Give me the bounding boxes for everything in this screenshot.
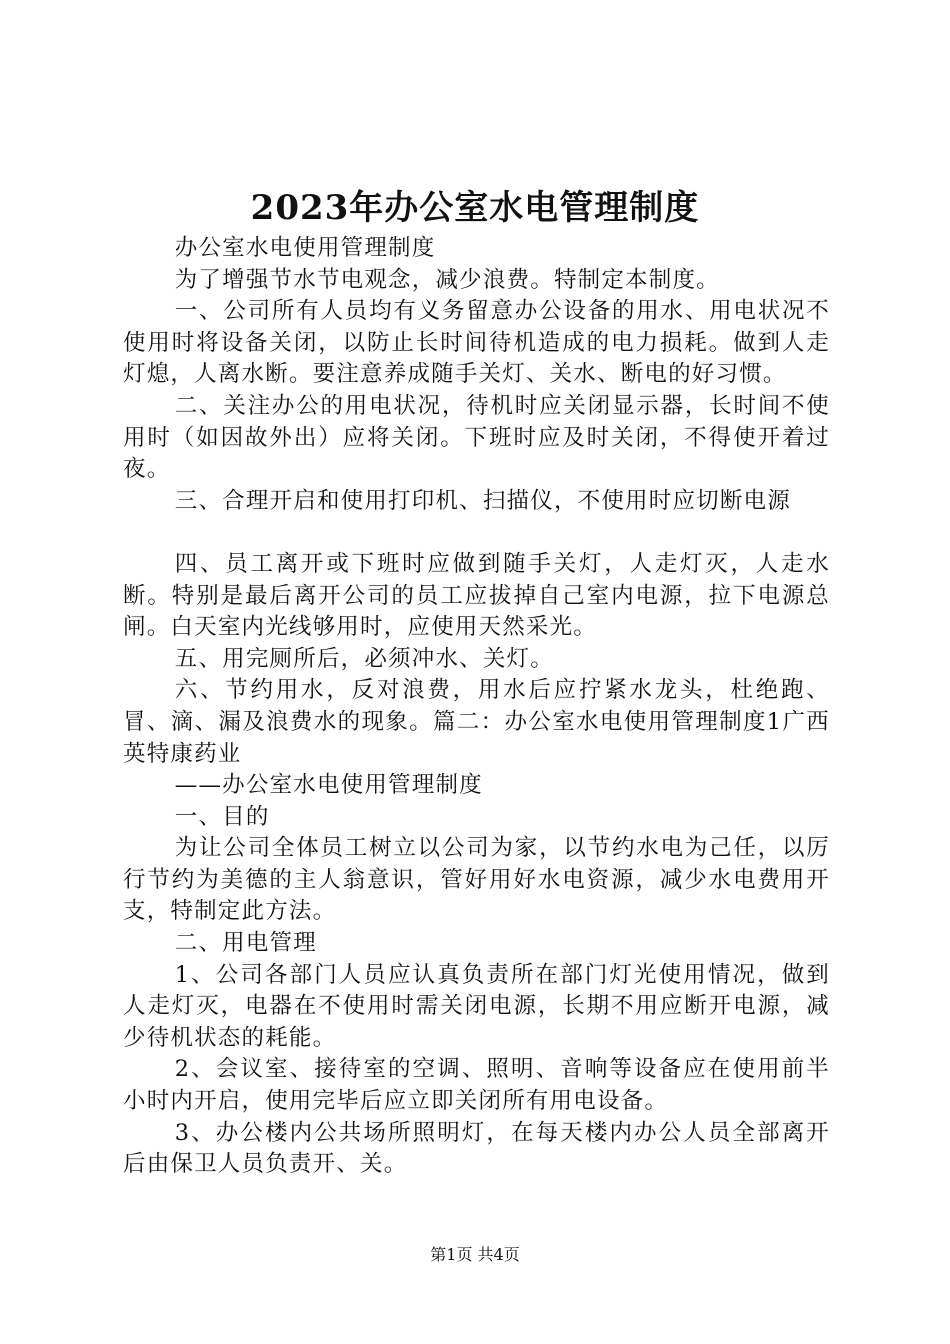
paragraph: 六、节约用水，反对浪费，用水后应拧紧水龙头，杜绝跑、冒、滴、漏及浪费水的现象。篇二：办公室水电使用管理制度1广西英特康药业: [123, 677, 830, 767]
paragraph: 三、合理开启和使用打印机、扫描仪，不使用时应切断电源: [174, 487, 791, 514]
page-footer: 第1页 共4页: [430, 1245, 520, 1264]
paragraph: 五、用完厕所后，必须冲水、关灯。: [174, 645, 554, 672]
paragraph: 四、员工离开或下班时应做到随手关灯，人走灯灭，人走水断。特别是最后离开公司的员工应拔掉自己室内电源，拉下电源总闸。白天室内光线够用时，应使用天然采光。: [123, 550, 830, 641]
paragraph: 为了增强节水节电观念，减少浪费。特制定本制度。: [174, 266, 720, 293]
paragraph: 二、用电管理: [174, 930, 317, 957]
paragraph: 一、公司所有人员均有义务留意办公设备的用水、用电状况不使用时将设备关闭，以防止长时间待机造成的电力损耗。做到人走灯熄，人离水断。要注意养成随手关灯、关水、断电的好习惯。: [123, 298, 830, 388]
paragraph: 1、公司各部门人员应认真负责所在部门灯光使用情况，做到人走灯灭，电器在不使用时需关闭电源，长期不用应断开电源，减少待机状态的耗能。: [123, 961, 830, 1051]
document-title: 2023年办公室水电管理制度: [250, 188, 700, 228]
document-body: [123, 233, 830, 1181]
paragraph: 3、办公楼内公共场所照明灯，在每天楼内办公人员全部离开后由保卫人员负责开、关。: [123, 1119, 830, 1178]
paragraph: 二、关注办公的用电状况，待机时应关闭显示器，长时间不使用时（如因故外出）应将关闭。下班时应及时关闭，不得使开着过夜。: [123, 392, 830, 483]
paragraph: 办公室水电使用管理制度: [174, 235, 436, 261]
paragraph: 一、目的: [174, 803, 270, 830]
paragraph: ——办公室水电使用管理制度: [174, 772, 483, 799]
paragraph: 为让公司全体员工树立以公司为家，以节约水电为己任，以厉行节约为美德的主人翁意识，管好用好水电资源，减少水电费用开支，特制定此方法。: [123, 835, 830, 925]
paragraph: 2、会议室、接待室的空调、照明、音响等设备应在使用前半小时内开启，使用完毕后应立即关闭所有用电设备。: [123, 1056, 830, 1115]
